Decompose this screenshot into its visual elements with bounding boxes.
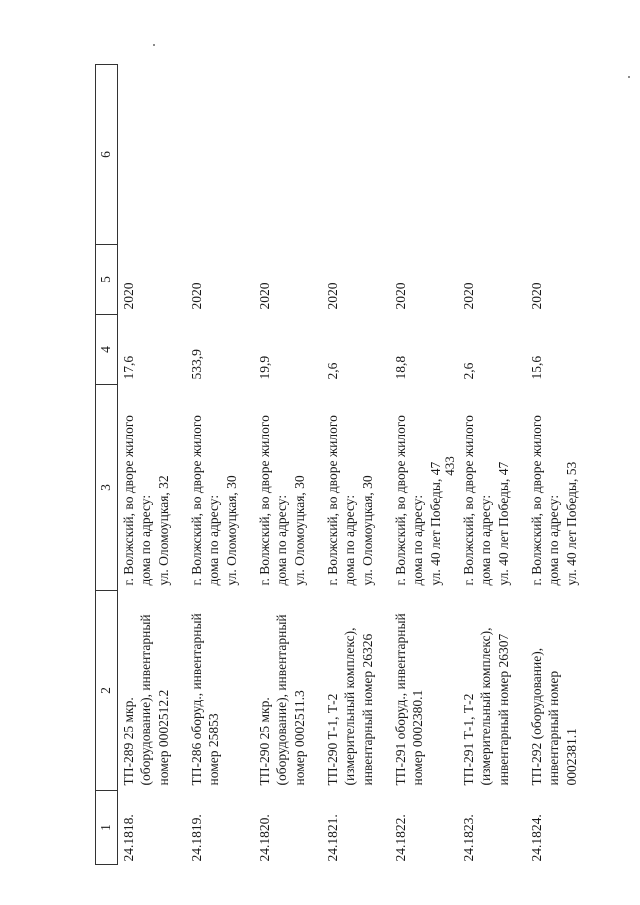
object-address: г. Волжский, во дворе жилого дома по адресу: ул. Оломоуцкая, 32 <box>120 415 171 586</box>
object-year: 2020 <box>188 282 204 310</box>
table-row <box>322 65 390 865</box>
object-name: ТП-290 Т-1, Т-2 (измерительный комплекс), инвентарный номер 26326 <box>324 627 375 786</box>
object-note <box>117 65 186 245</box>
object-value: 2,6 <box>460 362 476 380</box>
object-year: 2020 <box>392 282 408 310</box>
table-row <box>526 65 594 865</box>
table-row <box>390 65 458 865</box>
object-address: г. Волжский, во дворе жилого дома по адресу: ул. 40 лет Победы, 53 <box>528 415 579 586</box>
object-address: г. Волжский, во дворе жилого дома по адресу: ул. 40 лет Победы, 47 <box>460 415 511 586</box>
property-table <box>95 64 594 865</box>
scan-artifact <box>153 44 155 46</box>
object-name: ТП-291 оборуд., инвентарный номер 0002380.1 <box>392 613 426 786</box>
object-note <box>390 65 458 245</box>
object-year: 2020 <box>460 282 476 310</box>
object-name: ТП-291 Т-1, Т-2 (измерительный комплекс), инвентарный номер 26307 <box>460 627 511 786</box>
object-note <box>458 65 526 245</box>
col-header-2: 2 <box>96 591 118 791</box>
object-note <box>322 65 390 245</box>
row-number: 24.1820. <box>256 814 272 862</box>
col-header-3: 3 <box>96 385 118 591</box>
table-row <box>117 65 186 865</box>
object-name: ТП-290 25 мкр. (оборудование), инвентарный номер 0002511.3 <box>256 614 307 786</box>
col-header-6: 6 <box>96 65 118 245</box>
col-header-4: 4 <box>96 315 118 385</box>
row-number: 24.1823. <box>460 814 476 862</box>
object-year: 2020 <box>256 282 272 310</box>
object-year: 2020 <box>324 282 340 310</box>
row-number: 24.1818. <box>120 814 136 862</box>
row-number: 24.1821. <box>324 814 340 862</box>
col-header-5: 5 <box>96 245 118 315</box>
col-header-1: 1 <box>96 791 118 865</box>
row-number: 24.1822. <box>392 814 408 862</box>
object-address: г. Волжский, во дворе жилого дома по адресу: ул. 40 лет Победы, 47 <box>392 415 443 586</box>
header-row <box>96 65 118 865</box>
object-note <box>254 65 322 245</box>
table-row <box>458 65 526 865</box>
object-note <box>526 65 594 245</box>
object-address: г. Волжский, во дворе жилого дома по адресу: ул. Оломоуцкая, 30 <box>324 415 375 586</box>
row-number: 24.1824. <box>528 814 544 862</box>
object-note <box>186 65 254 245</box>
object-name: ТП-292 (оборудование), инвентарный номер 0002381.1 <box>528 647 579 786</box>
object-value: 15,6 <box>528 355 544 380</box>
object-value: 2,6 <box>324 362 340 380</box>
rotated-table-container <box>95 65 630 865</box>
row-number: 24.1819. <box>188 814 204 862</box>
object-address: г. Волжский, во дворе жилого дома по адресу: ул. Оломоуцкая, 30 <box>256 415 307 586</box>
object-address: г. Волжский, во дворе жилого дома по адресу: ул. Оломоуцкая, 30 <box>188 415 239 586</box>
object-year: 2020 <box>528 282 544 310</box>
page-number: 433 <box>442 456 457 476</box>
object-value: 533,9 <box>188 349 204 380</box>
object-value: 18,8 <box>392 355 408 380</box>
table-row <box>254 65 322 865</box>
object-name: ТП-286 оборуд., инвентарный номер 25853 <box>188 613 222 786</box>
object-name: ТП-289 25 мкр. (оборудование), инвентарный номер 0002512.2 <box>120 614 171 786</box>
object-year: 2020 <box>120 282 136 310</box>
table-row <box>186 65 254 865</box>
object-value: 19,9 <box>256 355 272 380</box>
object-value: 17,6 <box>120 355 136 380</box>
